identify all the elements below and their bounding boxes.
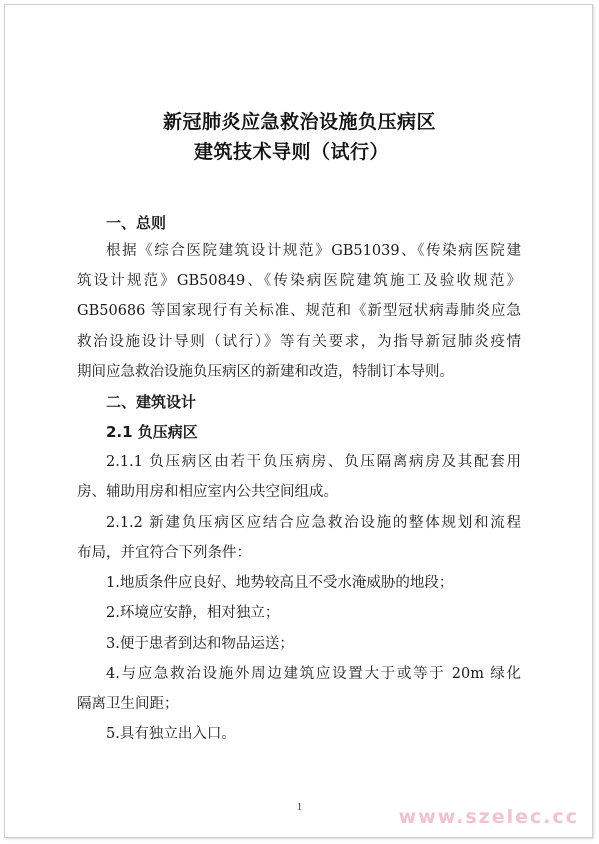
subsection-heading: 2.1 负压病区 [106,423,198,441]
page-number: 1 [297,802,302,813]
section-heading-architecture: 二、建筑设计 [106,393,197,411]
paragraph-line: 布局，并宜符合下列条件： [77,545,251,561]
list-item: 1.地质条件应良好、地势较高且不受水淹威胁的地段； [106,575,454,591]
site-watermark: www.szelec.cc [398,806,579,828]
paragraph-line: 房、辅助用房和相应室内公共空间组成。 [77,484,338,500]
list-item: 4.与应急救治设施外周边建筑应设置大于或等于 20m 绿化 [106,666,521,682]
paragraph-line: 期间应急救治设施负压病区的新建和改造，特制订本导则。 [77,364,454,380]
document-title-line2: 建筑技术导则（试行） [193,141,389,163]
paragraph-line: 2.1.2 新建负压病区应结合应急救治设施的整体规划和流程 [106,515,521,531]
section-heading-general: 一、总则 [106,214,167,232]
paragraph-line: 救治设施设计导则（试行）》等有关要求，为指导新冠肺炎疫情 [77,334,521,350]
paragraph-line: 根据《综合医院建筑设计规范》GB51039、《传染病医院建 [106,243,521,259]
list-item: 5.具有独立出入口。 [106,726,236,742]
paragraph-line: 筑设计规范》GB50849、《传染病医院建筑施工及验收规范》 [77,273,521,289]
document-title-line1: 新冠肺炎应急救治设施负压病区 [162,111,436,133]
list-item-continuation: 隔离卫生间距； [77,696,179,712]
list-item: 3.便于患者到达和物品运送； [106,636,294,652]
paragraph-line: GB50686 等国家现行有关标准、规范和《新型冠状病毒肺炎应急 [77,303,521,319]
list-item: 2.环境应安静，相对独立； [106,605,280,621]
paragraph-line: 2.1.1 负压病区由若干负压病房、负压隔离病房及其配套用 [106,454,521,470]
